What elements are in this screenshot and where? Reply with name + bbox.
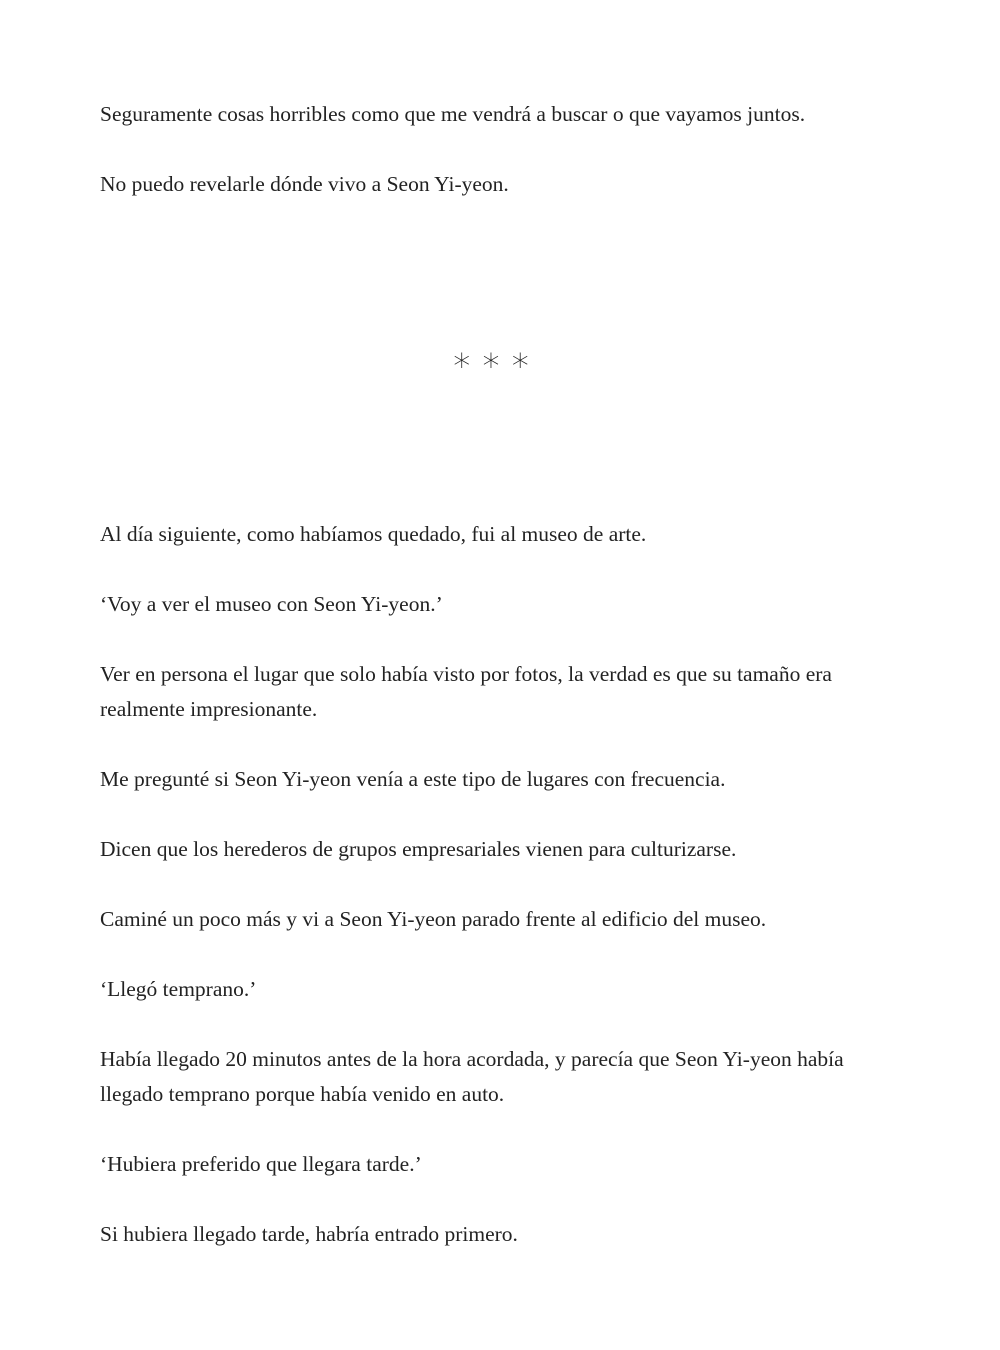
paragraph: Ver en persona el lugar que solo había visto por fotos, la verdad es que su tamaño era realmente impresionante. bbox=[100, 662, 832, 721]
paragraph: ‘Voy a ver el museo con Seon Yi-yeon.’ bbox=[100, 592, 443, 616]
paragraph: ‘Llegó temprano.’ bbox=[100, 977, 257, 1001]
document-page bbox=[100, 97, 890, 1287]
asterisk-separator: ∗∗∗ bbox=[451, 339, 539, 380]
paragraph: ‘Hubiera preferido que llegara tarde.’ bbox=[100, 1152, 422, 1176]
paragraph: No puedo revelarle dónde vivo a Seon Yi-yeon. bbox=[100, 172, 509, 196]
section-break bbox=[100, 202, 890, 517]
paragraph: Seguramente cosas horribles como que me vendrá a buscar o que vayamos juntos. bbox=[100, 102, 806, 126]
paragraph: Había llegado 20 minutos antes de la hora acordada, y parecía que Seon Yi-yeon había llegado temprano porque había venido en auto. bbox=[100, 1047, 844, 1106]
paragraph: Al día siguiente, como habíamos quedado, fui al museo de arte. bbox=[100, 522, 647, 546]
paragraph: Dicen que los herederos de grupos empresariales vienen para culturizarse. bbox=[100, 837, 737, 861]
paragraph: Me pregunté si Seon Yi-yeon venía a este tipo de lugares con frecuencia. bbox=[100, 767, 726, 791]
paragraph: Si hubiera llegado tarde, habría entrado primero. bbox=[100, 1222, 518, 1246]
paragraph: Caminé un poco más y vi a Seon Yi-yeon parado frente al edificio del museo. bbox=[100, 907, 767, 931]
